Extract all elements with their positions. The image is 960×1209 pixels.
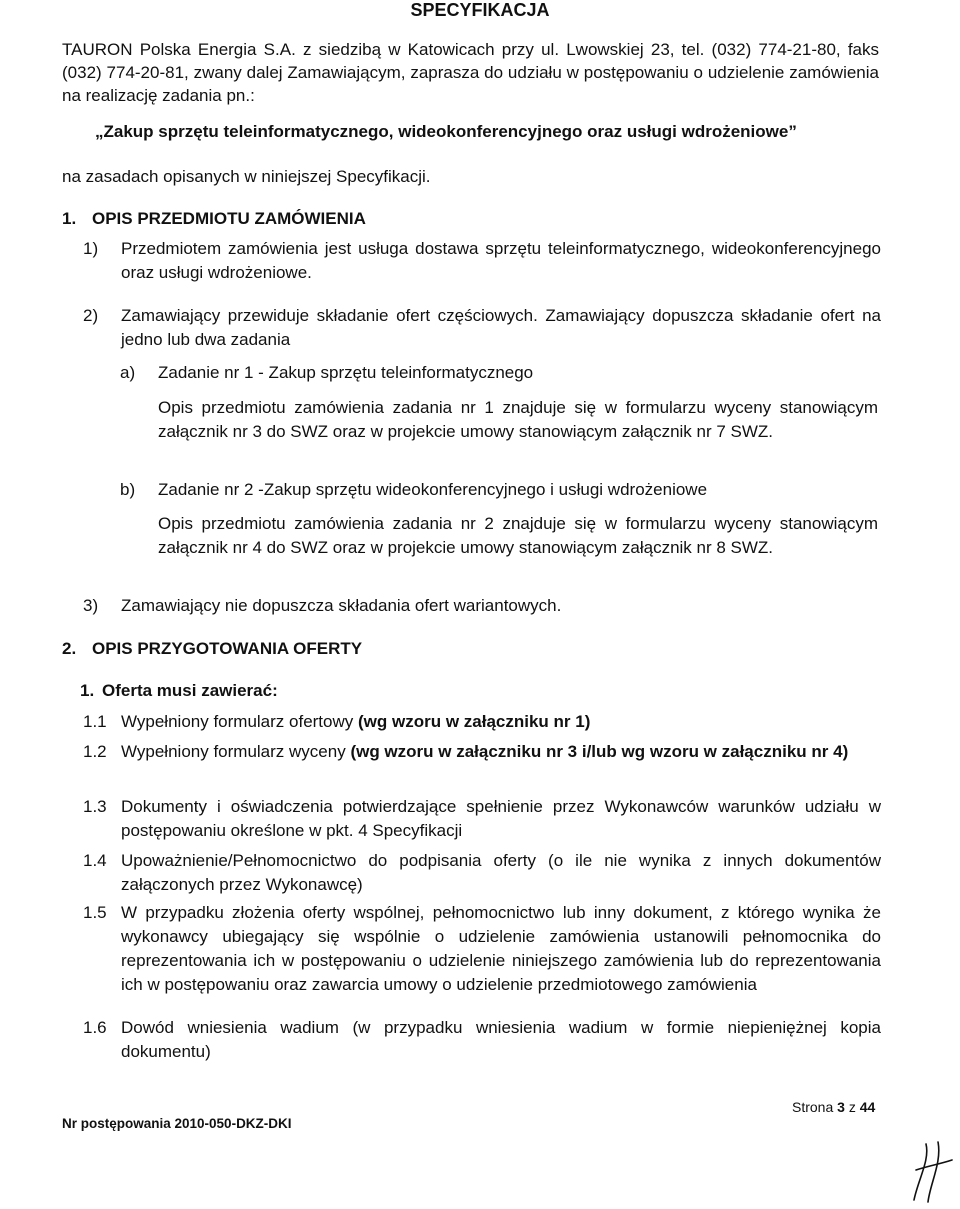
point-number: 3) [83,596,99,615]
section-1-point-3 [83,594,881,618]
offer-item-1-6 [83,1016,881,1064]
task-letter: b) [120,480,136,499]
handwritten-initial-mark [908,1140,958,1205]
item-number: 1.2 [83,742,107,761]
sub-heading [80,680,278,702]
page-total: 44 [859,1099,876,1115]
section-1-point-2 [83,304,881,352]
item-number: 1.5 [83,903,107,922]
offer-item-1-2 [83,740,881,764]
point-text: Przedmiotem zamówienia jest usługa dostawa sprzętu teleinformatycznego, wideokonferencyjnego oraz usługi wdrożeniowe. [121,239,881,282]
point-number: 1) [83,239,99,258]
intro-paragraph: TAURON Polska Energia S.A. z siedzibą w Katowicach przy ul. Lwowskiej 23, tel. (032) 774-21-80, faks (032) 774-20-81, zwany dalej Zamawiającym, zaprasza do udziału w postępowaniu o udzielenie zamówienia na realizację zadania pn.: [62,40,879,105]
item-number: 1.3 [83,797,107,816]
sub-heading-number: 1. [80,681,95,700]
point-number: 2) [83,306,99,325]
item-text: W przypadku złożenia oferty wspólnej, pełnomocnictwo lub inny dokument, z którego wynika że wykonawcy ubiegający się wspólnie o udzielenie zamówienia ustanowili pełnomocnika do reprezentowania ich w postępowaniu o udzielenie niniejszego zamówienia lub do reprezentowania ich w postępowaniu oraz zawarcia umowy o udzielenie przedmiotowego zamówienia [121,903,881,994]
basis-text: na zasadach opisanych w niniejszej Specyfikacji. [62,167,431,186]
page-label: Strona [792,1099,834,1115]
offer-item-1-1 [83,710,881,734]
section-2-number: 2. [62,639,77,658]
item-text: Dowód wniesienia wadium (w przypadku wniesienia wadium w formie niepieniężnej kopia dokumentu) [121,1018,881,1061]
task-b-title [120,478,878,502]
offer-item-1-5 [83,901,881,997]
case-number: Nr postępowania 2010-050-DKZ-DKI [62,1116,292,1131]
item-text: Wypełniony formularz wyceny [121,742,351,761]
item-text: Wypełniony formularz ofertowy [121,712,358,731]
item-number: 1.4 [83,851,107,870]
task-a-description: Opis przedmiotu zamówienia zadania nr 1 znajduje się w formularzu wyceny stanowiącym załącznik nr 3 do SWZ oraz w projekcie umowy stanowiącym załącznik nr 7 SWZ. [158,398,878,441]
task-letter: a) [120,363,136,382]
item-text: Dokumenty i oświadczenia potwierdzające spełnienie przez Wykonawców warunków udziału w postępowaniu określone w pkt. 4 Specyfikacji [121,797,881,840]
section-1-point-1 [83,237,881,285]
sub-heading-text: Oferta musi zawierać: [102,681,278,700]
point-text: Zamawiający nie dopuszcza składania ofert wariantowych. [121,596,562,615]
page-separator: z [848,1099,856,1115]
task-title-text: Zadanie nr 1 - Zakup sprzętu teleinformatycznego [158,363,534,382]
section-1-number: 1. [62,209,77,228]
item-text-bold: (wg wzoru w załączniku nr 3 i/lub wg wzoru w załączniku nr 4) [350,742,849,761]
section-2-heading [62,638,362,660]
item-number: 1.6 [83,1018,107,1037]
section-1-title: OPIS PRZEDMIOTU ZAMÓWIENIA [92,209,366,228]
section-2-title: OPIS PRZYGOTOWANIA OFERTY [92,639,363,658]
task-b-description: Opis przedmiotu zamówienia zadania nr 2 znajduje się w formularzu wyceny stanowiącym załącznik nr 4 do SWZ oraz w projekcie umowy stanowiącym załącznik nr 8 SWZ. [158,514,878,557]
point-text: Zamawiający przewiduje składanie ofert częściowych. Zamawiający dopuszcza składanie ofert na jedno lub dwa zadania [121,306,881,349]
task-a-title [120,361,878,385]
page-counter [792,1099,875,1115]
item-text: Upoważnienie/Pełnomocnictwo do podpisania oferty (o ile nie wynika z innych dokumentów załączonych przez Wykonawcę) [121,851,881,894]
task-title-text: Zadanie nr 2 -Zakup sprzętu wideokonferencyjnego i usługi wdrożeniowe [158,480,708,499]
subject-quote: „Zakup sprzętu teleinformatycznego, wideokonferencyjnego oraz usługi wdrożeniowe” [95,122,797,141]
offer-item-1-4 [83,849,881,897]
page-current: 3 [837,1099,845,1115]
item-number: 1.1 [83,712,107,731]
offer-item-1-3 [83,795,881,843]
section-1-heading [62,208,366,230]
page-title: SPECYFIKACJA [410,0,550,20]
item-text-bold: (wg wzoru w załączniku nr 1) [358,712,591,731]
